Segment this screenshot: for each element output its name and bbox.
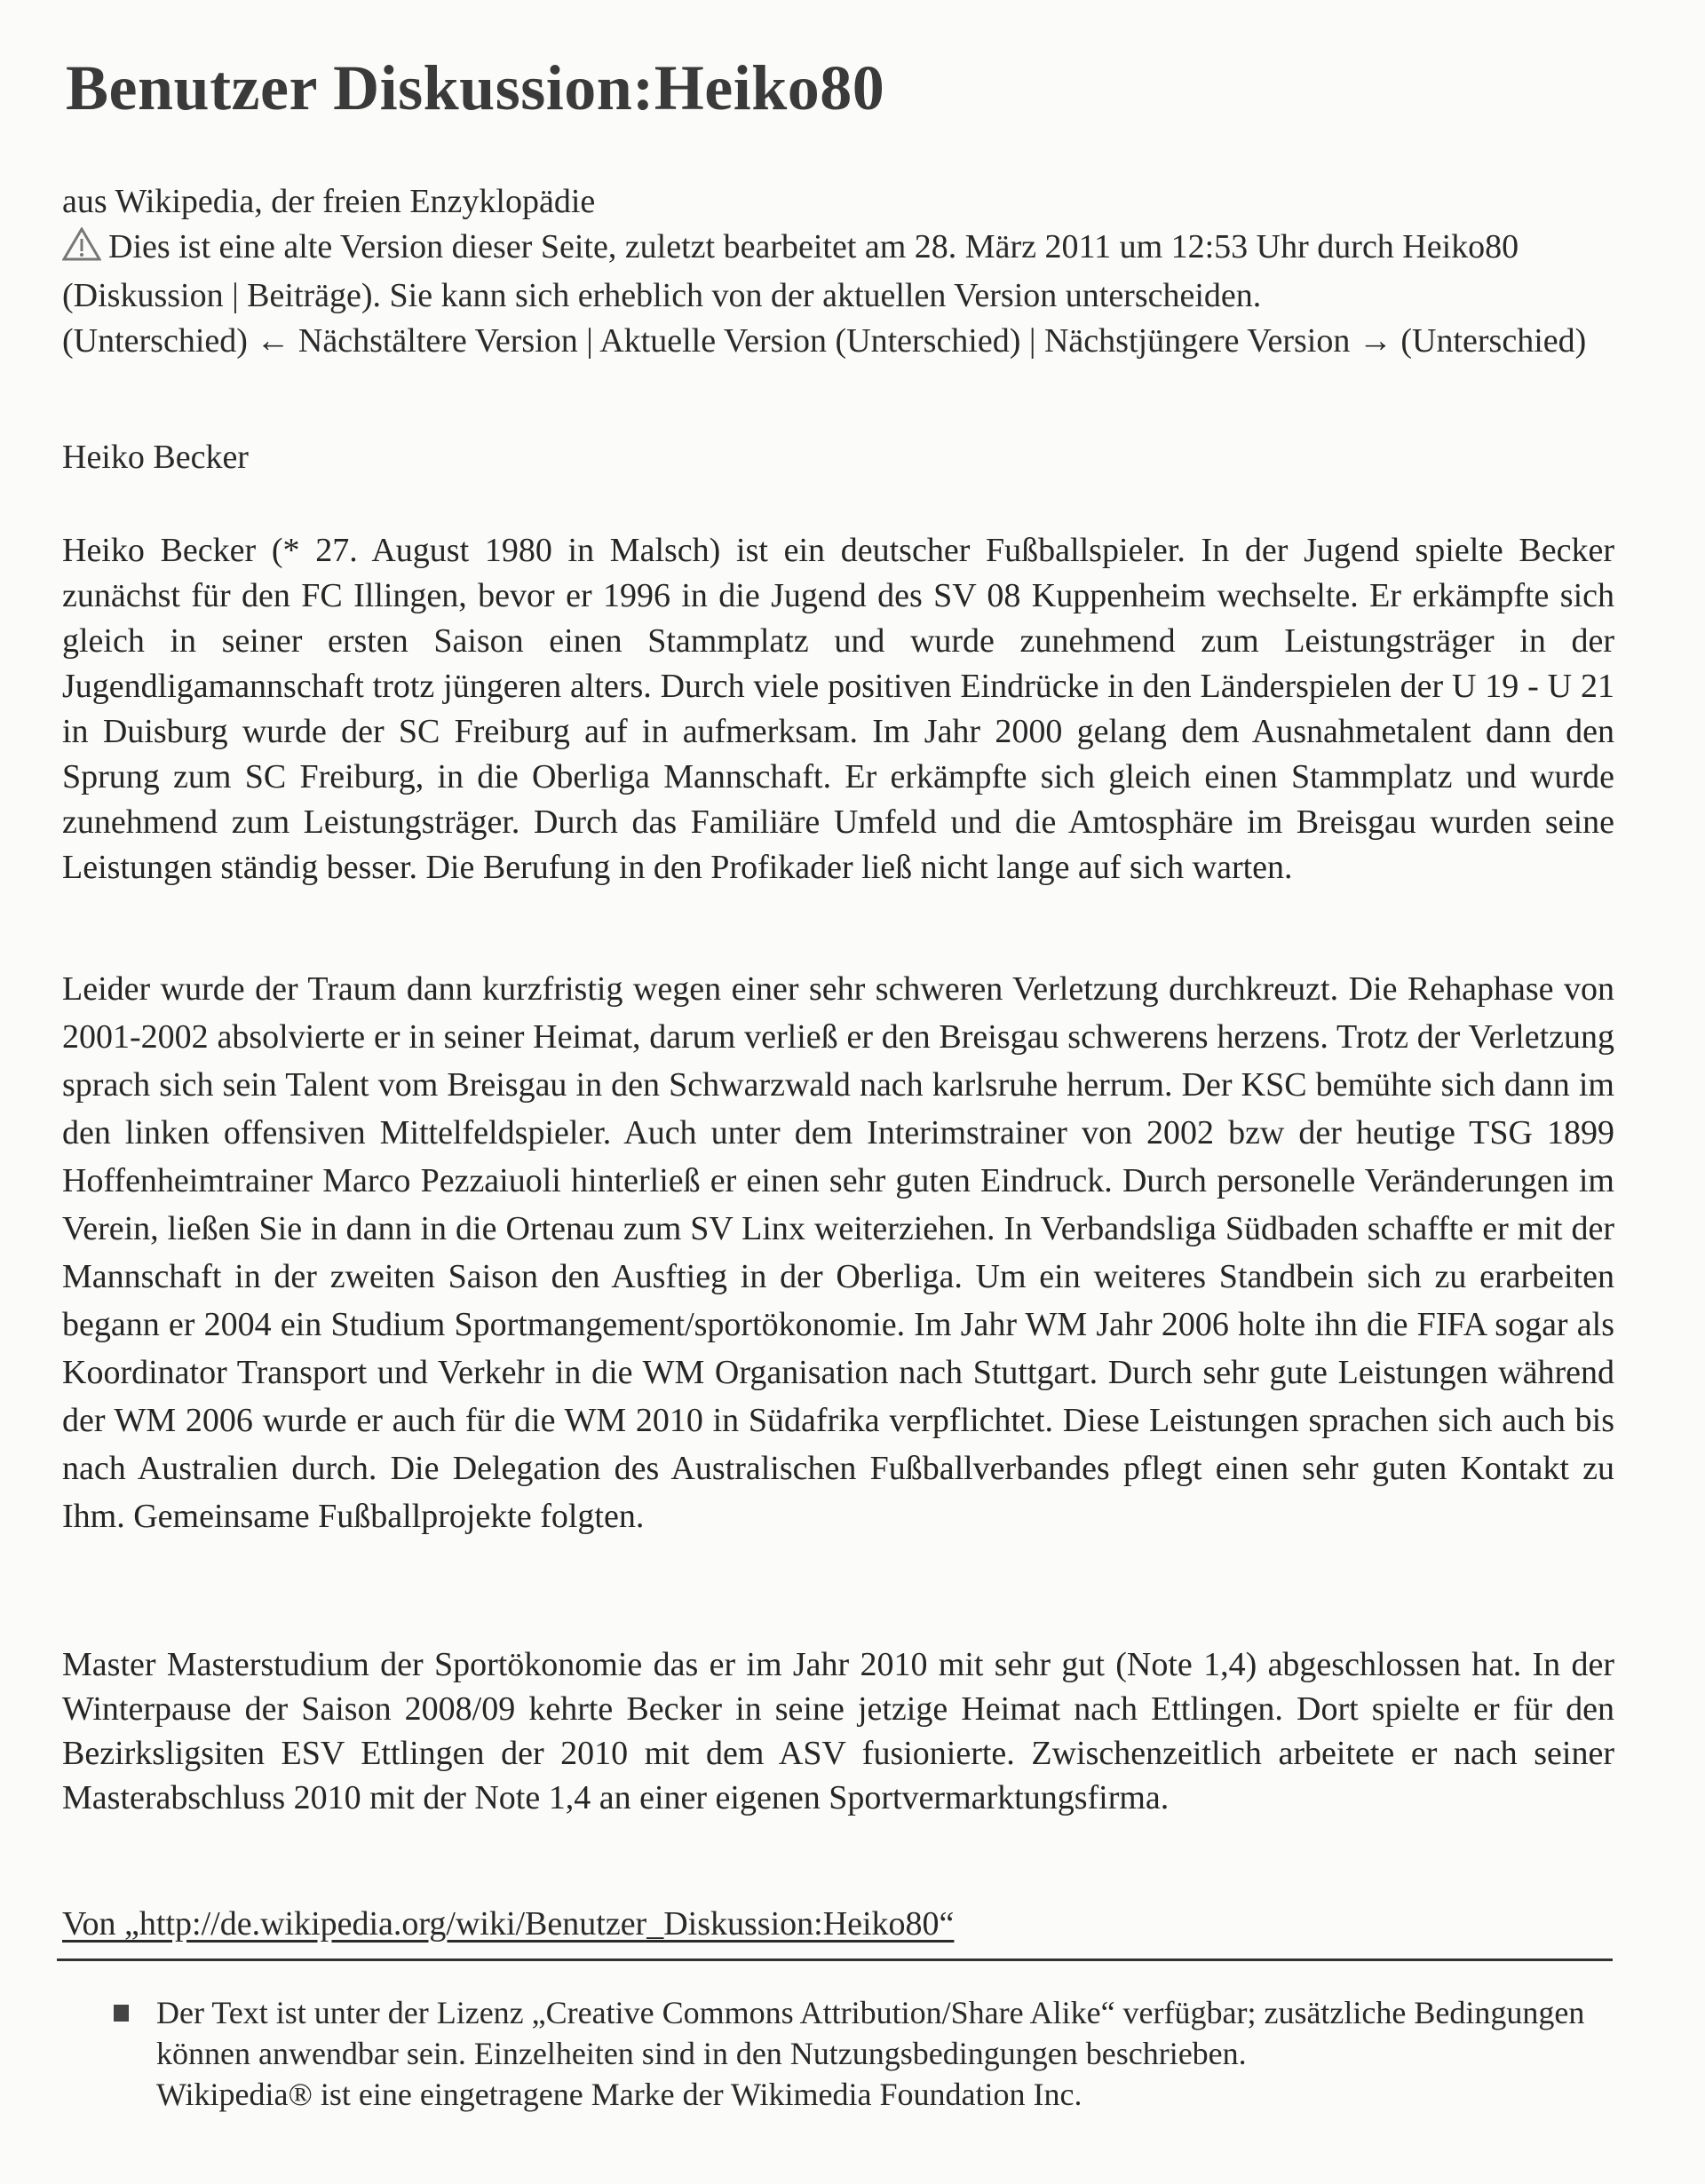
license-text: Der Text ist unter der Lizenz „Creative Commons Attribution/Share Alike“ verfügbar; zusätzliche Bedingungen können anwendbar sein. Einzelheiten sind in den Nutzungsbedingungen beschrieben. (156, 1995, 1585, 2071)
license-footer (115, 1992, 1625, 2115)
old-version-notice (62, 225, 1614, 319)
divider (57, 1958, 1613, 1961)
section-heading: Heiko Becker (62, 439, 249, 476)
bullet-icon (114, 2005, 129, 2022)
trademark-text: Wikipedia® ist eine eingetragene Marke der Wikimedia Foundation Inc. (156, 2077, 1082, 2112)
subtitle: aus Wikipedia, der freien Enzyklopädie (62, 183, 596, 220)
page-meta (62, 179, 1614, 364)
paragraph: Master Masterstudium der Sportökonomie das er im Jahr 2010 mit sehr gut (Note 1,4) abgeschlossen hat. In der Winterpause der Saison 2008/09 kehrte Becker in seine jetzige Heimat nach Ettlingen. Dort spielte er für den Bezirksligsiten ESV Ettlingen der 2010 mit dem ASV fusionierte. Zwischenzeitlich arbeitete er nach seiner Masterabschluss 2010 mit der Note 1,4 an einer eigenen Sportvermarktungsfirma. (62, 1646, 1614, 1816)
notice-text: Dies ist eine alte Version dieser Seite, zuletzt bearbeitet am 28. März 2011 um 12:53 Uhr durch Heiko80 (Diskussion | Beiträge). Sie kann sich erheblich von der aktuellen Version unterscheiden. (62, 228, 1519, 314)
warning-icon (62, 227, 103, 273)
source-link[interactable]: Von „http://de.wikipedia.org/wiki/Benutzer_Diskussion:Heiko80“ (62, 1905, 955, 1943)
version-navigation[interactable]: (Unterschied) ← Nächstältere Version | Aktuelle Version (Unterschied) | Nächstjüngere Version → (Unterschied) (62, 322, 1587, 360)
paragraph: Leider wurde der Traum dann kurzfristig wegen einer sehr schweren Verletzung durchkreuzt. Die Rehaphase von 2001-2002 absolvierte er in seiner Heimat, darum verließ er den Breisgau schwerens herzens. Trotz der Verletzung sprach sich sein Talent vom Breisgau in den Schwarzwald nach karlsruhe herrum. Der KSC bemühte sich dann im den linken offensiven Mittelfeldspieler. Auch unter dem Interimstrainer von 2002 bzw der heutige TSG 1899 Hoffenheimtrainer Marco Pezzaiuoli hinterließ er einen sehr guten Eindruck. Durch personelle Veränderungen im Verein, ließen Sie in dann in die Ortenau zum SV Linx weiterziehen. In Verbandsliga Südbaden schaffte er mit der Mannschaft in der zweiten Saison den Ausftieg in der Oberliga. Um ein weiteres Standbein sich zu erarbeiten begann er 2004 ein Studium Sportmangement/sportökonomie. Im Jahr WM Jahr 2006 holte ihn die FIFA sogar als Koordinator Transport und Verkehr in die WM Organisation nach Stuttgart. Durch sehr gute Leistungen während der WM 2006 wurde er auch für die WM 2010 in Südafrika verpflichtet. Diese Leistungen sprachen sich auch bis nach Australien durch. Die Delegation des Australischen Fußballverbandes pflegt einen sehr guten Kontakt zu Ihm. Gemeinsame Fußballprojekte folgten. (62, 970, 1614, 1535)
paragraph: Heiko Becker (* 27. August 1980 in Malsch) ist ein deutscher Fußballspieler. In der Jugend spielte Becker zunächst für den FC Illingen, bevor er 1996 in die Jugend des SV 08 Kuppenheim wechselte. Er erkämpfte sich gleich in seiner ersten Saison einen Stammplatz und wurde zunehmend zum Leistungsträger in der Jugendligamannschaft trotz jüngeren alters. Durch viele positiven Eindrücke in den Länderspielen der U 19 - U 21 in Duisburg wurde der SC Freiburg auf in aufmerksam. Im Jahr 2000 gelang dem Ausnahmetalent dann den Sprung zum SC Freiburg, in die Oberliga Mannschaft. Er erkämpfte sich gleich einen Stammplatz und wurde zunehmend zum Leistungsträger. Durch das Familiäre Umfeld und die Amtosphäre im Breisgau wurden seine Leistungen ständig besser. Die Berufung in den Profikader ließ nicht lange auf sich warten. (62, 532, 1614, 886)
page-title: Benutzer Diskussion:Heiko80 (66, 52, 885, 123)
